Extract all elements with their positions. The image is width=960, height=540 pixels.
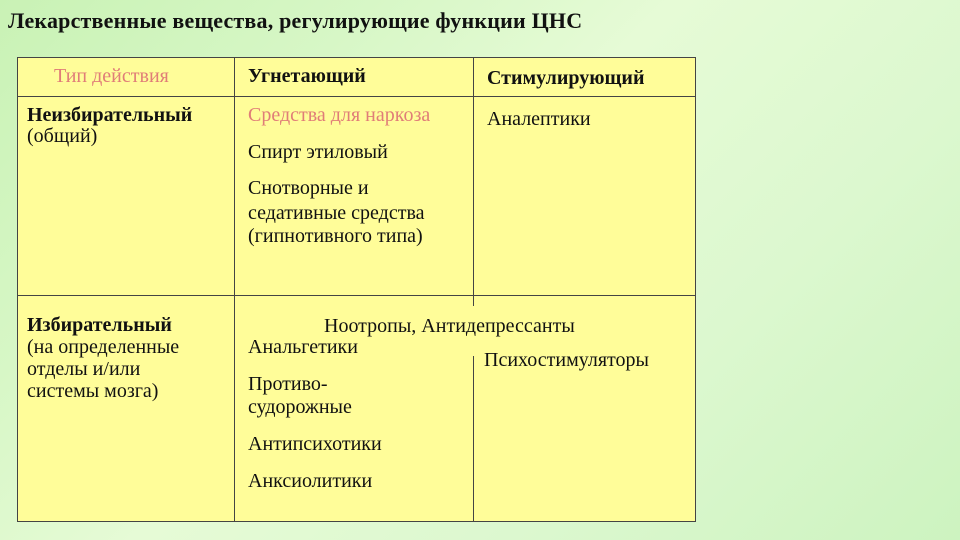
column-divider-2-bottom — [473, 356, 474, 522]
drug-classification-table — [17, 57, 696, 522]
header-stimulating: Стимулирующий — [487, 67, 645, 89]
slide-title: Лекарственные вещества, регулирующие функции ЦНС — [8, 8, 583, 33]
column-divider-1 — [234, 58, 235, 522]
row-selective-sublabel-1: (на определенные — [27, 336, 180, 358]
row-nonselective-label: Неизбирательный — [27, 104, 193, 126]
cell-sedatives-line2: седативные средства — [248, 202, 425, 224]
cell-anticonvulsants-line1: Противо- — [248, 373, 328, 395]
cell-anticonvulsants-line2: судорожные — [248, 396, 352, 418]
row-selective-label: Избирательный — [27, 314, 172, 336]
cell-anesthesia: Средства для наркоза — [248, 104, 431, 126]
header-type-of-action: Тип действия — [54, 65, 169, 87]
cell-sedatives-line1: Снотворные и — [248, 177, 369, 199]
row-divider — [18, 295, 695, 296]
cell-sedatives-line3: (гипнотивного типа) — [248, 225, 423, 247]
cell-anxiolytics: Анксиолитики — [248, 470, 373, 492]
header-depressing: Угнетающий — [248, 65, 366, 87]
row-selective-sublabel-2: отделы и/или — [27, 358, 141, 380]
cell-antipsychotics: Антипсихотики — [248, 433, 382, 455]
cell-ethanol: Спирт этиловый — [248, 141, 388, 163]
header-divider — [18, 96, 695, 97]
row-nonselective-sublabel: (общий) — [27, 125, 98, 147]
cell-psychostimulants: Психостимуляторы — [484, 349, 649, 371]
row-selective-sublabel-3: системы мозга) — [27, 380, 159, 402]
cell-nootropics-antidepressants: Ноотропы, Антидепрессанты — [324, 315, 575, 337]
cell-analgesics: Анальгетики — [248, 336, 358, 358]
cell-analeptics: Аналептики — [487, 108, 591, 130]
